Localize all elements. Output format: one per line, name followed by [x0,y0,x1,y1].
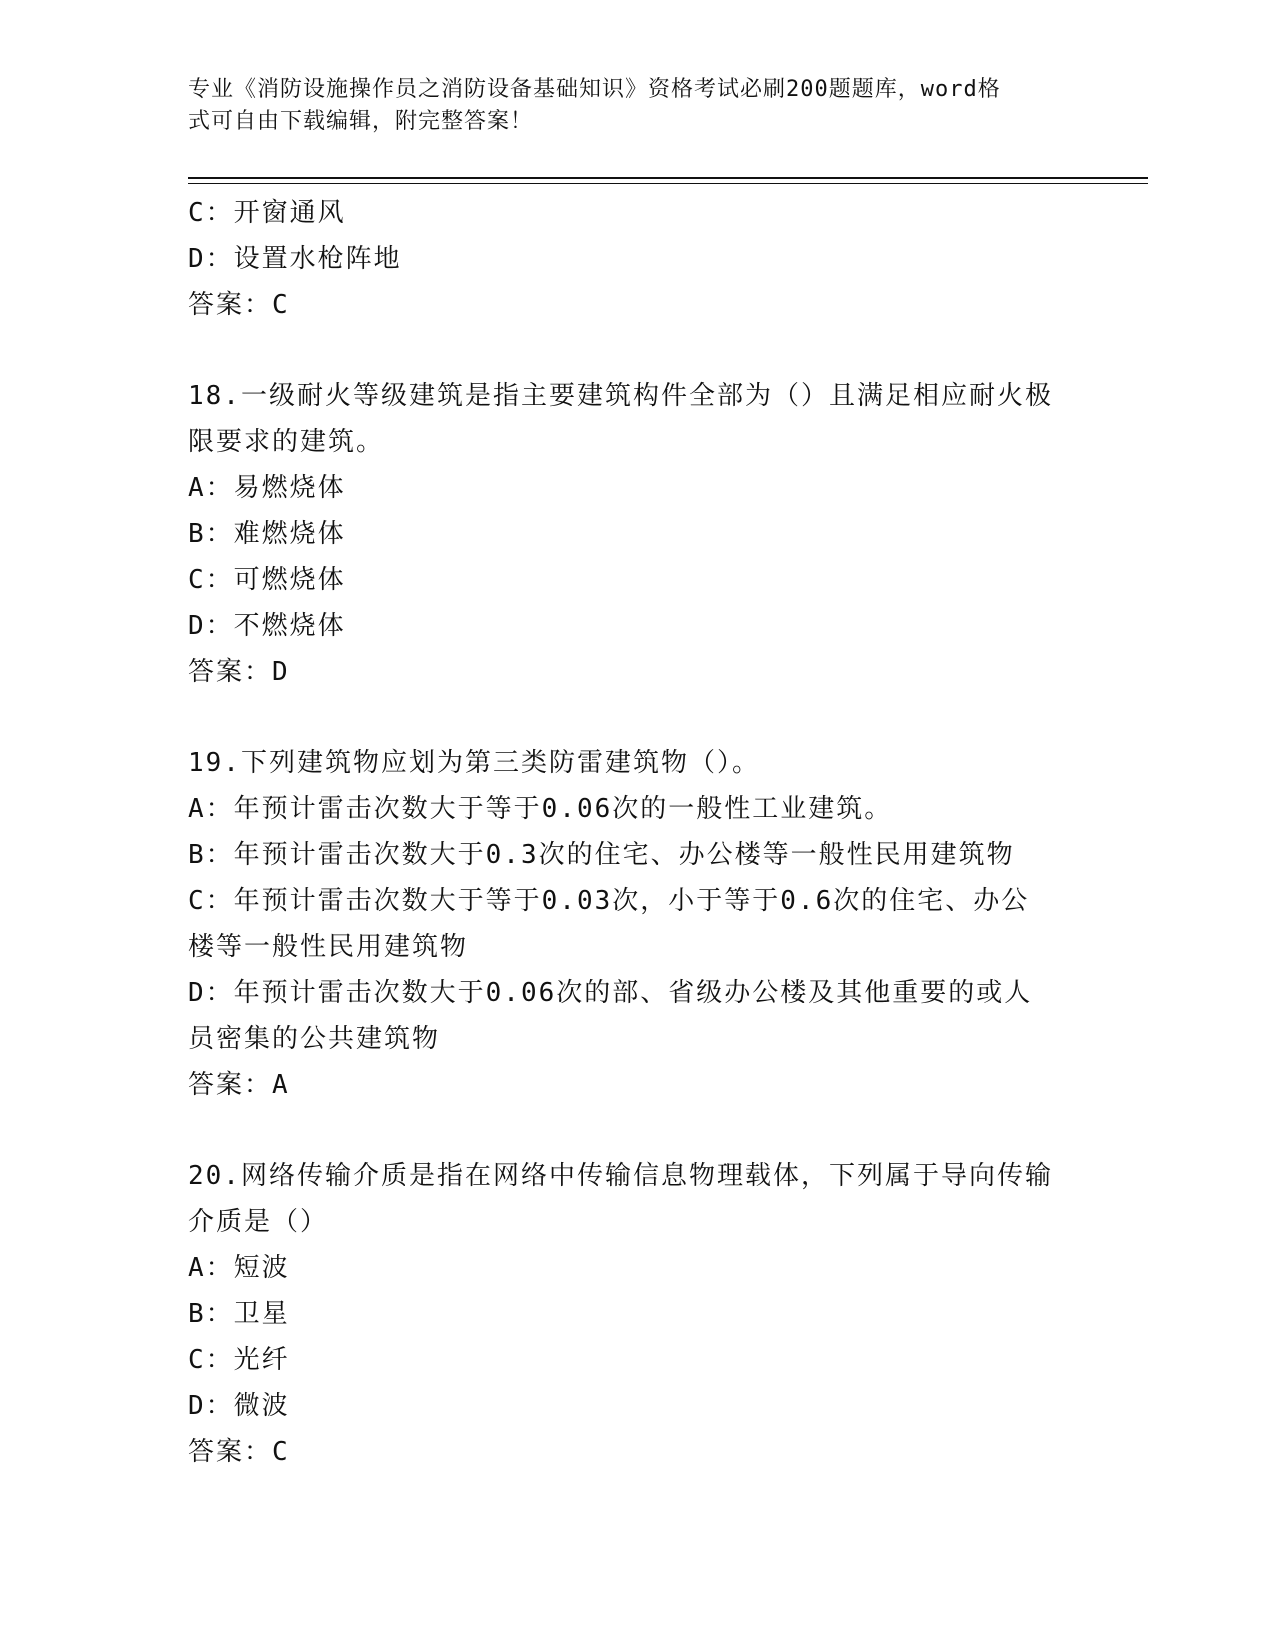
document-header [188,74,1068,138]
question-stem: 19.下列建筑物应划为第三类防雷建筑物（）。 [188,748,760,778]
option-c: C：可燃烧体 [188,565,346,595]
header-line: 式可自由下载编辑，附完整答案！ [188,109,534,134]
option-b: B：年预计雷击次数大于0.3次的住宅、办公楼等一般性民用建筑物 [188,840,1015,870]
question-stem: 18.一级耐火等级建筑是指主要建筑构件全部为（）且满足相应耐火极 [188,381,1053,411]
question-stem: 20.网络传输介质是指在网络中传输信息物理载体，下列属于导向传输 [188,1161,1053,1191]
option-b: B：卫星 [188,1299,290,1329]
spacer [188,1108,1088,1153]
option-c-cont: 楼等一般性民用建筑物 [188,932,469,962]
carryover-question [188,190,1088,328]
question-list [188,190,1088,1475]
question-stem: 介质是（） [188,1207,329,1237]
spacer [188,328,1088,373]
header-rule [188,177,1148,179]
option-d: D：不燃烧体 [188,611,346,641]
answer-line: 答案：A [188,1070,290,1100]
option-b: B：难燃烧体 [188,519,346,549]
option-a: A：易燃烧体 [188,473,346,503]
answer-line: 答案：C [188,290,290,320]
option-d-cont: 员密集的公共建筑物 [188,1024,441,1054]
option-a: A：年预计雷击次数大于等于0.06次的一般性工业建筑。 [188,794,893,824]
option-d: D：微波 [188,1391,290,1421]
option-a: A：短波 [188,1253,290,1283]
spacer [188,695,1088,740]
option-c: C：年预计雷击次数大于等于0.03次，小于等于0.6次的住宅、办公 [188,886,1030,916]
question-19 [188,740,1088,1108]
answer-line: 答案：C [188,1437,290,1467]
header-rule-thin [188,183,1148,184]
question-20 [188,1153,1088,1475]
question-stem: 限要求的建筑。 [188,427,385,457]
header-line: 专业《消防设施操作员之消防设备基础知识》资格考试必刷200题题库，word格 [188,77,1001,102]
option-d: D：年预计雷击次数大于0.06次的部、省级办公楼及其他重要的或人 [188,978,1033,1008]
option-c: C：光纤 [188,1345,290,1375]
answer-line: 答案：D [188,657,290,687]
option-line: C：开窗通风 [188,198,346,228]
option-line: D：设置水枪阵地 [188,244,402,274]
question-18 [188,373,1088,695]
